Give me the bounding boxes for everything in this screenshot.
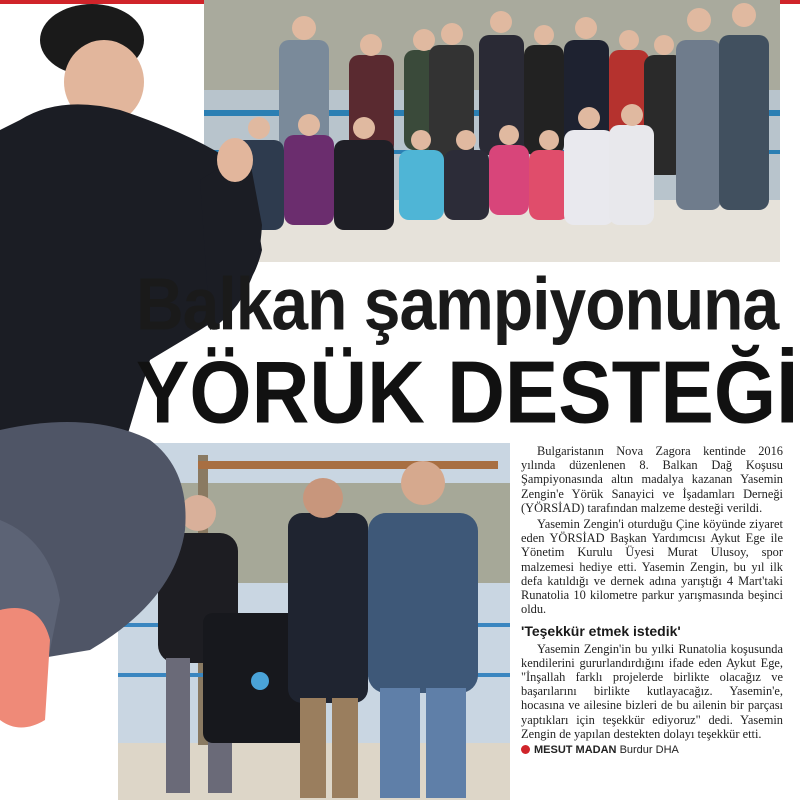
- byline-name: MESUT MADAN: [534, 744, 617, 757]
- headline-line-1: Balkan şampiyonuna: [136, 262, 779, 346]
- article-paragraph: Bulgaristanın Nova Zagora kentinde 2016 yılında düzenlenen 8. Balkan Dağ Koşusu Şampiyonasında altın madalya kazanan Yasemin Zengin'e Yörük Sanayici ve İşadamları Derneği (YÖRSİAD) tarafından malzeme desteği verildi.: [521, 444, 783, 515]
- headline-line-2: YÖRÜK DESTEĞİ: [136, 343, 799, 442]
- article-subheading: 'Teşekkür etmek istedik': [521, 623, 681, 640]
- article-paragraph: Yasemin Zengin'in bu yılki Runatolia koşusunda kendilerini gururlandırdığını ifade eden Aykut Ege, "İnşallah farklı projelerde birlikte olacağız ve başarılarını birlikte kutlayacağız. Yasemin'e, hocasına ve ailesine bizleri de bu ailenin bir parçası yaptıkları için teşekkür ediyoruz" dedi. Yasemin Zengin de yapılan destekten dolayı teşekkür etti.: [521, 641, 783, 741]
- article-paragraph: Yasemin Zengin'i oturduğu Çine köyünde ziyaret eden YÖRSİAD Başkan Yardımcısı Aykut Ege ile Yönetim Kurulu Üyesi Murat Ulusoy, spor malzemesi hediye etti. Yasemin Zengin, bu yıl ilk defa katıldığı ve dernek adına yarıştığı 4 Mart'taki Runatolia 10 kilometre parkur yarışmasında beşinci oldu.: [521, 517, 783, 617]
- byline-agency: Burdur DHA: [619, 744, 679, 757]
- article-body: [521, 444, 783, 757]
- byline-bullet-icon: [521, 745, 530, 754]
- byline: [521, 743, 783, 757]
